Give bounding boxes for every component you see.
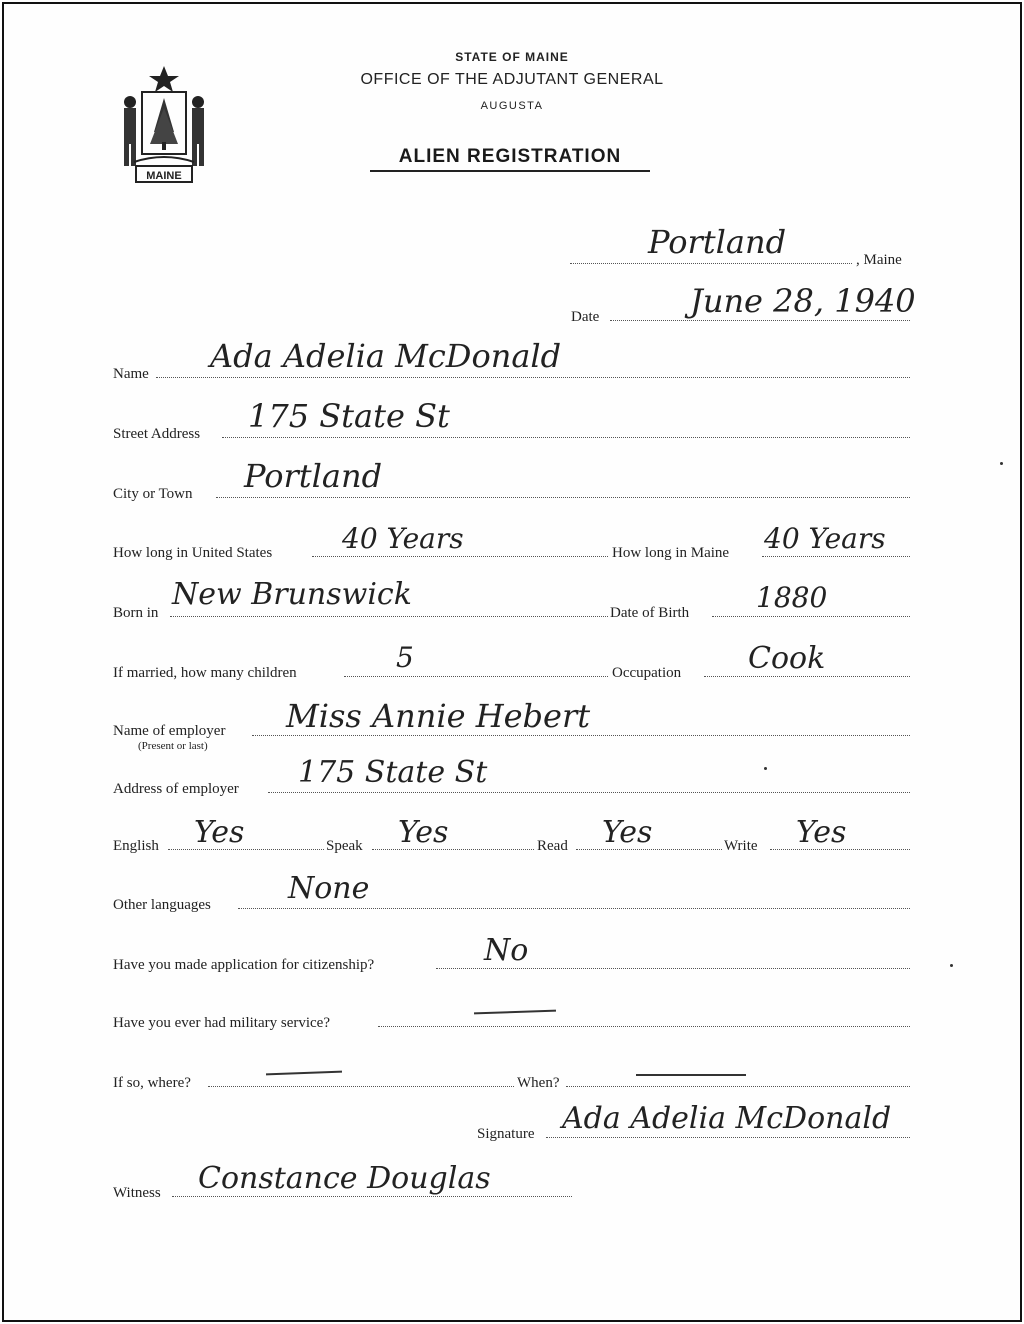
military-line [378,1026,910,1027]
citizenship-label: Have you made application for citizenship? [113,957,375,973]
occupation-value: Cook [748,641,826,676]
seal-banner-text: MAINE [146,170,182,182]
dob-label: Date of Birth [610,605,690,621]
how-long-maine-label: How long in Maine [612,545,730,561]
witness-line [172,1196,572,1197]
city-line [216,497,910,498]
born-in-line [170,616,608,617]
children-label: If married, how many children [113,665,297,681]
where-label: If so, where? [113,1075,191,1091]
street-address-line [222,437,910,438]
name-value: Ada Adelia McDonald [210,337,562,375]
employer-name-value: Miss Annie Hebert [286,697,591,735]
dob-value: 1880 [756,581,828,614]
how-long-maine-value: 40 Years [764,522,886,555]
how-long-us-line [312,556,608,557]
header-office: OFFICE OF THE ADJUTANT GENERAL [360,71,664,88]
street-address-label: Street Address [113,426,201,442]
how-long-maine-line [762,556,910,557]
where-line [208,1086,514,1087]
paper-speck [1000,462,1003,465]
occupation-label: Occupation [612,665,682,681]
signature-line [546,1137,910,1138]
signature-value: Ada Adelia McDonald [562,1101,892,1136]
english-value: Yes [194,815,245,850]
signature-label: Signature [477,1126,535,1142]
born-in-label: Born in [113,605,159,621]
when-label: When? [517,1075,560,1091]
read-label: Read [537,838,568,854]
when-dash [636,1074,746,1076]
paper-speck [950,964,953,967]
employer-address-line [268,792,910,793]
employer-address-label: Address of employer [113,781,239,797]
place-suffix: , Maine [856,252,902,268]
witness-value: Constance Douglas [198,1161,491,1196]
date-line [610,320,910,321]
name-label: Name [113,366,149,382]
speak-label: Speak [326,838,363,854]
city-label: City or Town [113,486,193,502]
other-languages-label: Other languages [113,897,211,913]
citizenship-value: No [484,933,529,968]
occupation-line [704,676,910,677]
how-long-us-value: 40 Years [342,522,464,555]
name-line [156,377,910,378]
children-value: 5 [396,641,414,674]
write-value: Yes [796,815,847,850]
english-label: English [113,838,159,854]
place-line [570,263,852,264]
speak-value: Yes [398,815,449,850]
date-value: June 28, 1940 [690,282,916,320]
other-languages-line [238,908,910,909]
employer-name-label: Name of employer [113,723,226,739]
when-line [566,1086,910,1087]
paper-speck [764,767,767,770]
city-value: Portland [244,457,383,495]
place-value: Portland [648,223,787,261]
header-state: STATE OF MAINE [455,50,569,64]
employer-name-line [252,735,910,736]
english-line [168,849,324,850]
citizenship-line [436,968,910,969]
form-title: ALIEN REGISTRATION [370,146,650,172]
military-label: Have you ever had military service? [113,1015,330,1031]
header-city: AUGUSTA [480,100,544,112]
children-line [344,676,608,677]
employer-address-value: 175 State St [298,755,488,790]
employer-name-sublabel: (Present or last) [138,740,208,752]
born-in-value: New Brunswick [172,577,412,612]
speak-line [372,849,534,850]
date-label: Date [571,309,600,325]
witness-label: Witness [113,1185,161,1201]
how-long-us-label: How long in United States [113,545,273,561]
read-value: Yes [602,815,653,850]
write-label: Write [724,838,758,854]
other-languages-value: None [288,871,370,906]
dob-line [712,616,910,617]
street-address-value: 175 State St [248,397,450,435]
